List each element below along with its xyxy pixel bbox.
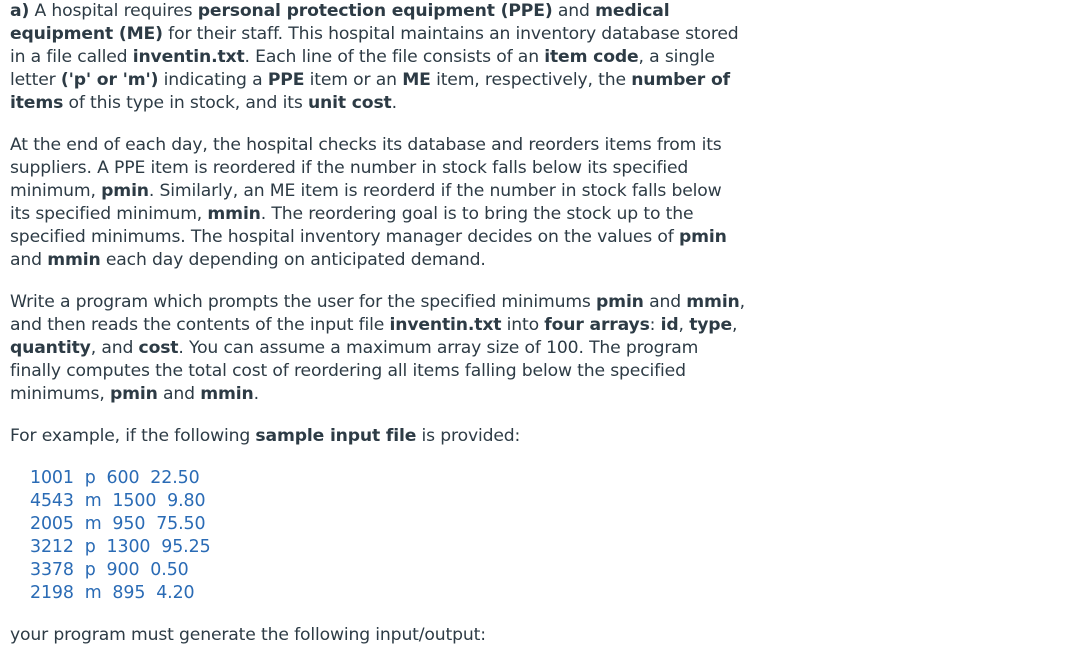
text-run: indicating a [158,70,268,90]
text-run: . [253,384,259,404]
bold-text: mmin [686,292,740,312]
example-paragraph [10,425,745,448]
item-cost: 95.25 [161,537,211,557]
text-run: , [731,315,738,335]
intro-paragraph [10,0,745,115]
item-type: m [84,514,102,534]
reorder-paragraph [10,134,745,272]
text-run: item, respectively, the [430,70,632,90]
item-code: 2005 [30,514,74,534]
text-run: : [649,315,661,335]
bold-text: mmin [207,204,261,224]
sample-row [30,582,745,605]
bold-text: quantity [10,338,91,358]
item-code: 2198 [30,583,74,603]
item-type: p [84,537,96,557]
sample-row [30,490,745,513]
bold-text: pmin [109,384,158,404]
item-quantity: 950 [112,514,146,534]
bold-text: item code [544,47,639,67]
item-quantity: 895 [112,583,146,603]
text-run: Write a program which prompts the user for the specified minimums [10,292,597,312]
item-cost: 75.50 [156,514,206,534]
item-type: m [84,583,102,603]
text-run: into [501,315,545,335]
bold-text: a) [10,1,30,21]
text-run: At the end of each day, the hospital checks its database and reorders items from its suppliers. A PPE item is reordered if the number in stock falls below its specified minimum, [10,135,722,201]
sample-row [30,513,745,536]
text-run: . [391,93,397,113]
item-code: 3378 [30,560,74,580]
text-run: , [678,315,690,335]
item-cost: 9.80 [167,491,206,511]
text-run: A hospital requires [29,1,198,21]
bold-text: id [660,315,679,335]
output-intro-text: your program must generate the following input/output: [10,625,486,645]
item-cost: 22.50 [150,468,200,488]
bold-text: four arrays [544,315,650,335]
item-quantity: 900 [106,560,140,580]
text-run: , and [90,338,139,358]
text-run: of this type in stock, and its [63,93,308,113]
bold-text: ('p' or 'm') [60,70,159,90]
bold-text: inventin.txt [389,315,502,335]
text-run: and [643,292,687,312]
document [10,0,745,647]
bold-text: pmin [679,227,727,247]
item-quantity: 600 [106,468,140,488]
text-run: and [552,1,596,21]
bold-text: pmin [101,181,149,201]
item-quantity: 1500 [112,491,157,511]
sample-input-file [30,467,745,605]
bold-text: unit cost [307,93,392,113]
item-cost: 4.20 [156,583,195,603]
bold-text: medical equipment (ME) [10,1,670,44]
bold-text: mmin [200,384,254,404]
text-run: . Similarly, an ME item is reorderd if the number in stock falls below its specified minimum, [10,181,722,224]
text-run: for their staff. This hospital maintains an inventory database stored in a file called [10,24,739,67]
text-run: For example, if the following [10,426,256,446]
text-run: is provided: [416,426,521,446]
bold-text: personal protection equipment (PPE) [197,1,553,21]
text-run: each day depending on anticipated demand. [100,250,486,270]
text-run: and [157,384,201,404]
bold-text: sample input file [255,426,417,446]
bold-text: ME [402,70,431,90]
item-code: 4543 [30,491,74,511]
text-run: , a single letter [10,47,715,90]
bold-text: inventin.txt [132,47,245,67]
bold-text: mmin [47,250,101,270]
sample-row [30,467,745,490]
bold-text: type [689,315,732,335]
item-type: m [84,491,102,511]
task-paragraph [10,291,745,406]
item-quantity: 1300 [106,537,151,557]
text-run: and [10,250,48,270]
item-code: 1001 [30,468,74,488]
sample-row [30,536,745,559]
bold-text: number of items [10,70,730,113]
text-run: . Each line of the file consists of an [244,47,545,67]
text-run: . You can assume a maximum array size of 100. The program finally computes the total cost of reordering all items falling below the specified minimums, [10,338,699,404]
bold-text: pmin [596,292,644,312]
item-type: p [84,468,96,488]
bold-text: cost [138,338,179,358]
text-run: . The reordering goal is to bring the stock up to the specified minimums. The hospital inventory manager decides on the values of [10,204,694,247]
sample-row [30,559,745,582]
text-run: , and then reads the contents of the input file [10,292,745,335]
text-run: item or an [304,70,403,90]
item-code: 3212 [30,537,74,557]
item-type: p [84,560,96,580]
bold-text: PPE [267,70,305,90]
item-cost: 0.50 [150,560,189,580]
